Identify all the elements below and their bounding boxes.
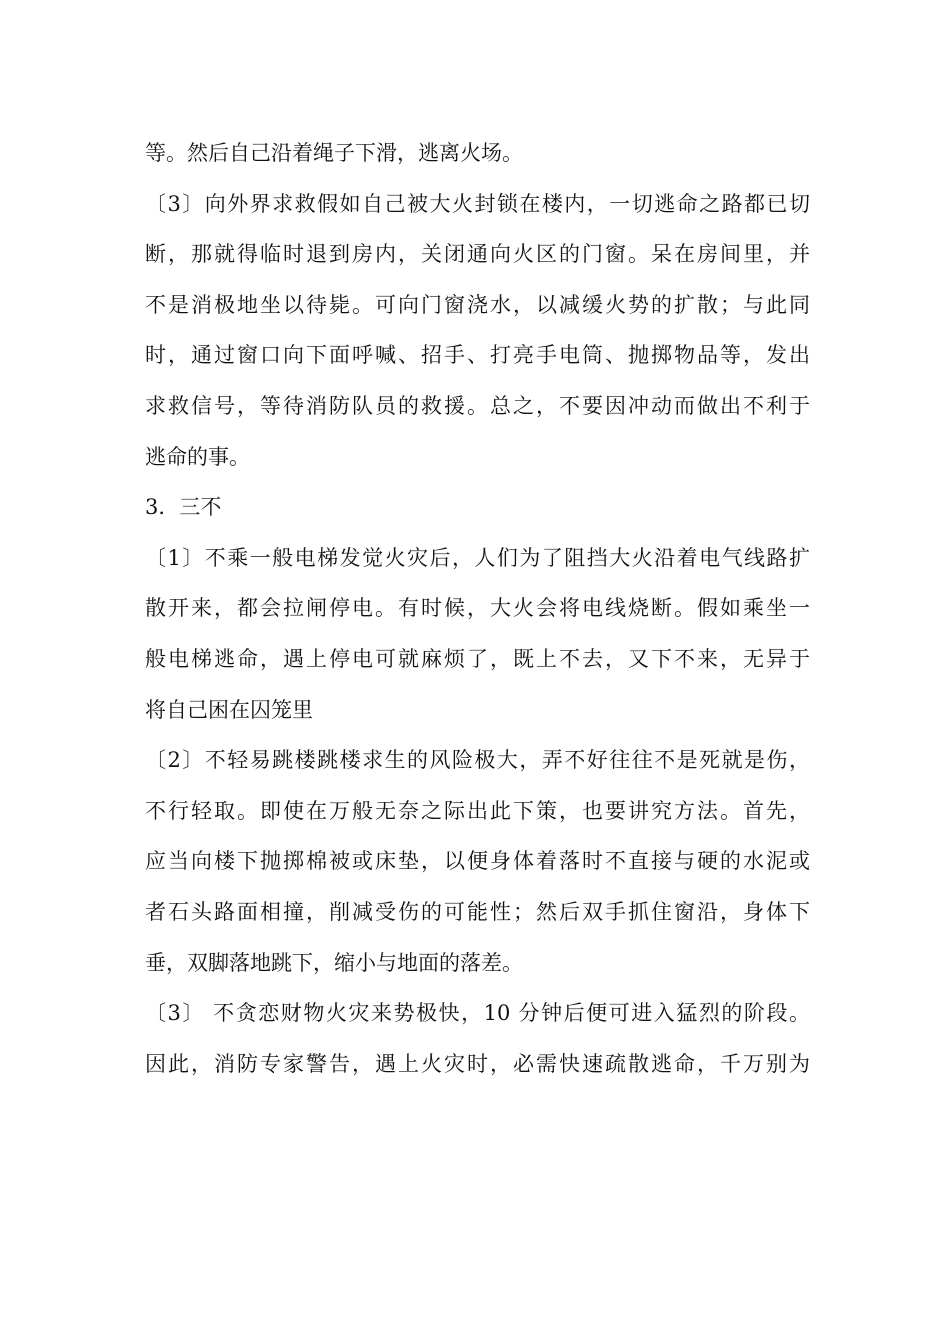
text-line: 〔1〕不乘一般电梯发觉火灾后，人们为了阻挡大火沿着电气线路扩 [145,545,810,570]
text-line: 般电梯逃命，遇上停电可就麻烦了，既上不去，又下不来，无异于 [145,646,810,671]
text-line: 因此，消防专家警告，遇上火灾时，必需快速疏散逃命，千万别为 [145,1051,810,1076]
text-line: 〔3〕 不贪恋财物火灾来势极快，10 分钟后便可进入猛烈的阶段。 [145,1001,810,1026]
text-line: 逃命的事。 [145,444,250,469]
text-line: 垂，双脚落地跳下，缩小与地面的落差。 [145,950,523,975]
text-line: 不是消极地坐以待毙。可向门窗浇水，以减缓火势的扩散；与此同 [145,292,810,317]
text-line: 时，通过窗口向下面呼喊、招手、打亮手电筒、抛掷物品等，发出 [145,343,810,368]
text-line: 不行轻取。即使在万般无奈之际出此下策，也要讲究方法。首先， [145,798,810,823]
text-line: 〔3〕向外界求救假如自己被大火封锁在楼内，一切逃命之路都已切 [145,191,810,216]
text-line: 将自己困在囚笼里 [145,697,313,722]
text-line: 〔2〕不轻易跳楼跳楼求生的风险极大，弄不好往往不是死就是伤， [145,748,810,773]
text-line: 断，那就得临时退到房内，关闭通向火区的门窗。呆在房间里，并 [145,242,810,267]
section-heading: 3．三不 [145,495,222,520]
text-line: 等。然后自己沿着绳子下滑，逃离火场。 [145,141,523,165]
text-line: 求救信号，等待消防队员的救援。总之，不要因冲动而做出不利于 [145,393,810,418]
text-line: 者石头路面相撞，削减受伤的可能性；然后双手抓住窗沿，身体下 [145,899,810,924]
body-text [145,128,810,1089]
text-line: 散开来，都会拉闸停电。有时候，大火会将电线烧断。假如乘坐一 [145,596,810,621]
text-line: 应当向楼下抛掷棉被或床垫，以便身体着落时不直接与硬的水泥或 [145,849,810,874]
